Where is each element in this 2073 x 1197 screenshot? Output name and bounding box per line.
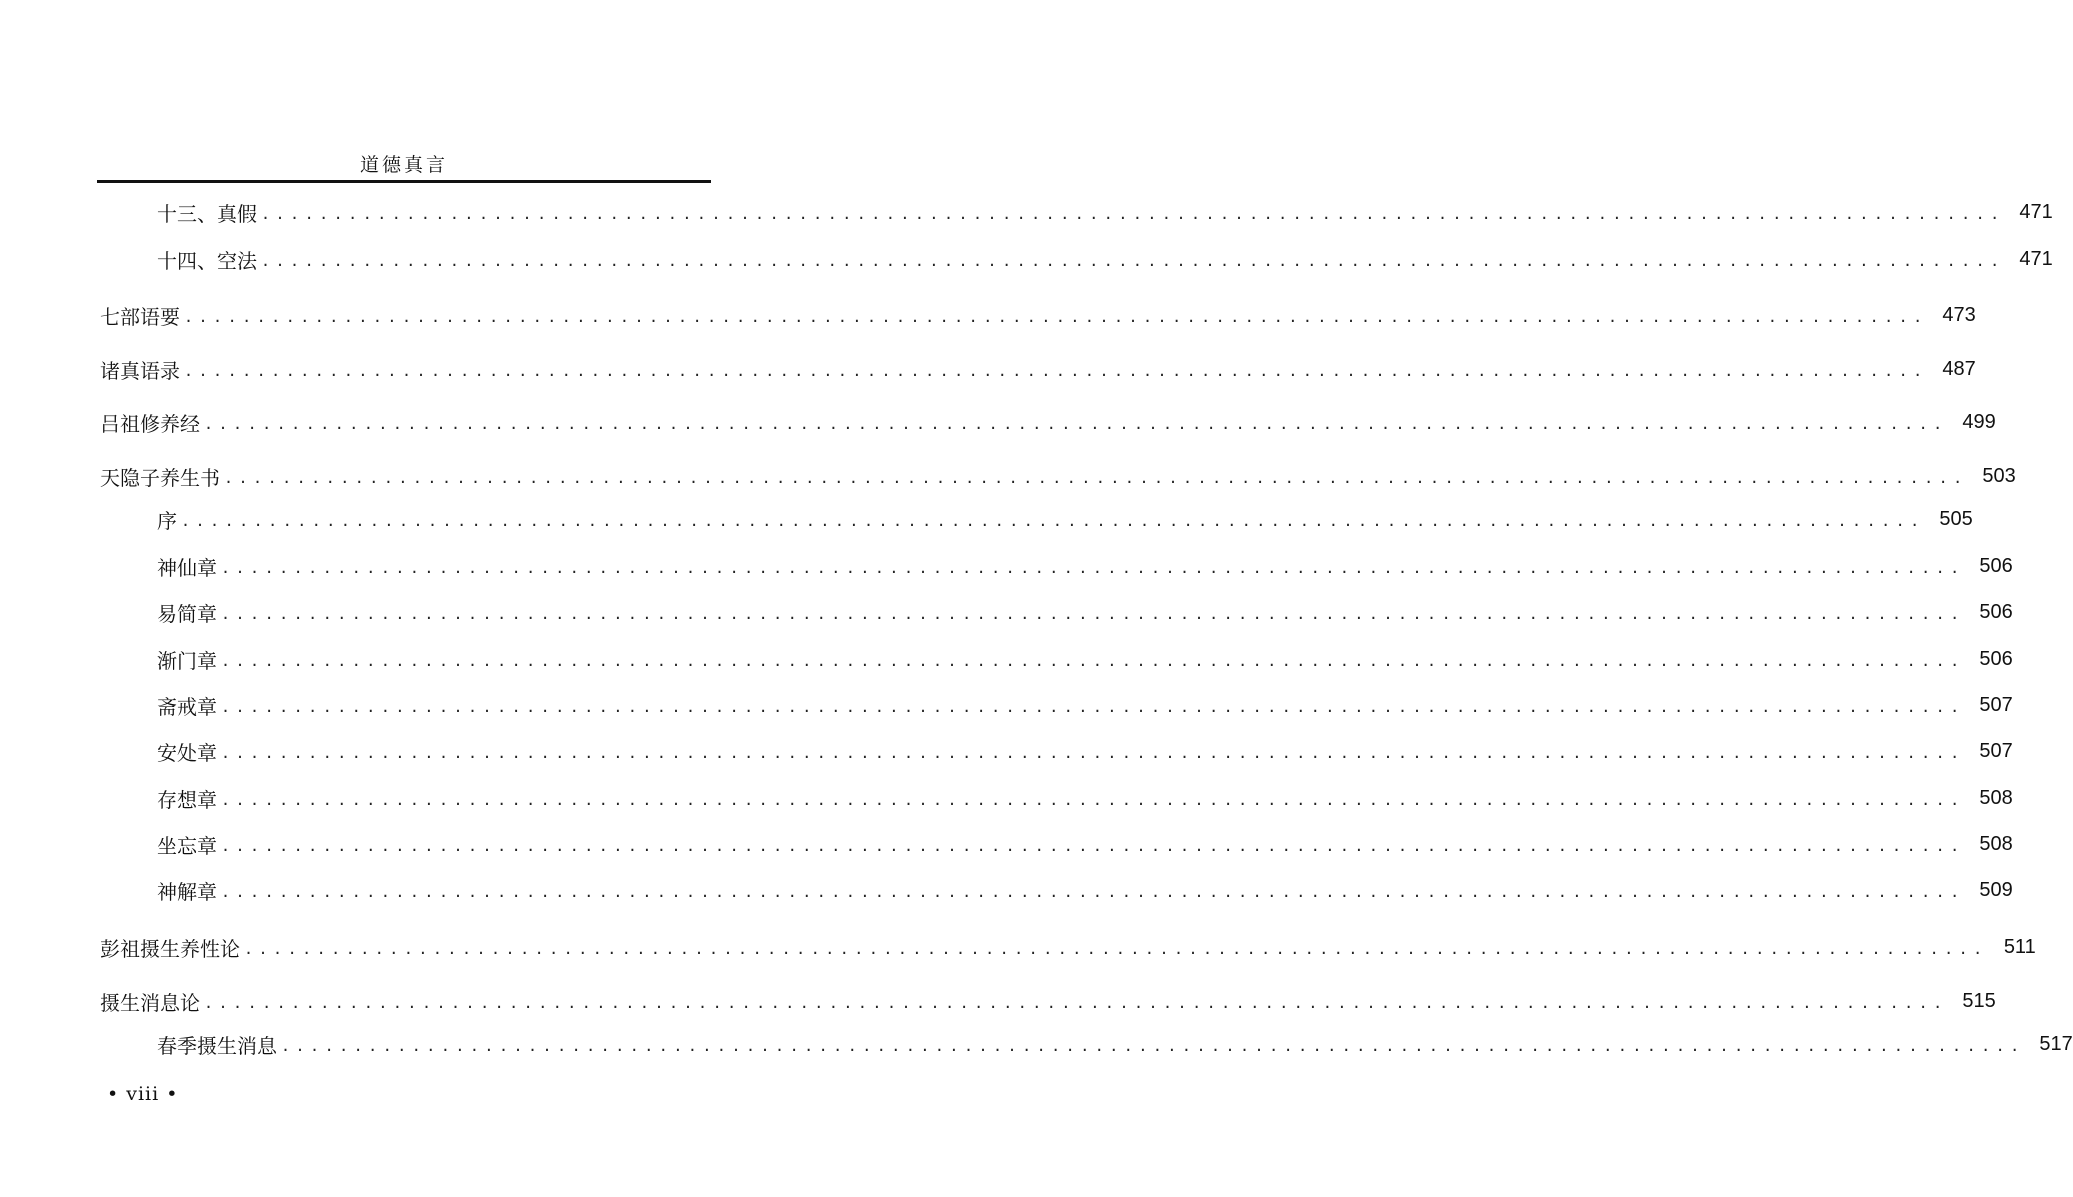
toc-entry-title: 渐门章	[157, 648, 217, 673]
toc-entry-page: 509	[1979, 878, 2013, 901]
toc-entry-title: 神解章	[157, 879, 217, 904]
toc-entry-title: 诸真语录	[100, 358, 180, 383]
toc-entry[interactable]	[100, 407, 1996, 437]
toc-entry-title: 存想章	[157, 787, 217, 812]
toc-dot-leader: ........................................................................................................................	[221, 652, 1965, 670]
toc-dot-leader: ........................................................................................................................	[221, 605, 1965, 623]
toc-dot-leader: ........................................................................................................................	[281, 1037, 2025, 1055]
toc-dot-leader: ........................................................................................................................	[261, 252, 2005, 270]
toc-entry-page: 507	[1979, 693, 2013, 716]
toc-entry[interactable]	[100, 932, 2036, 962]
toc-entry-page: 517	[2039, 1032, 2073, 1055]
toc-dot-leader: ........................................................................................................................	[221, 744, 1965, 762]
toc-entry-page: 473	[1942, 303, 1976, 326]
toc-dot-leader: ........................................................................................................................	[224, 469, 1968, 487]
toc-entry-page: 506	[1979, 600, 2013, 623]
toc-dot-leader: ........................................................................................................................	[221, 698, 1965, 716]
toc-dot-leader: ........................................................................................................................	[181, 512, 1925, 530]
running-head: 道德真言	[359, 154, 448, 176]
toc-entry[interactable]	[157, 829, 2013, 859]
toc-entry-title: 春季摄生消息	[157, 1033, 277, 1058]
toc-dot-leader: ........................................................................................................................	[221, 791, 1965, 809]
toc-dot-leader: ........................................................................................................................	[184, 362, 1928, 380]
toc-entry-title: 十四、空法	[157, 248, 257, 273]
toc-entry-title: 斋戒章	[157, 694, 217, 719]
toc-entry[interactable]	[157, 736, 2013, 766]
toc-dot-leader: ........................................................................................................................	[204, 994, 1948, 1012]
toc-entry-page: 511	[2003, 935, 2036, 958]
toc-dot-leader: ........................................................................................................................	[221, 883, 1965, 901]
toc-dot-leader: ........................................................................................................................	[221, 837, 1965, 855]
toc-entry-title: 吕祖修养经	[100, 411, 200, 436]
toc-entry-page: 505	[1939, 507, 1973, 530]
toc-entry-page: 506	[1979, 647, 2013, 670]
toc-dot-leader: ........................................................................................................................	[244, 940, 1988, 958]
toc-entry[interactable]	[100, 986, 1996, 1016]
toc-dot-leader: ........................................................................................................................	[184, 308, 1928, 326]
toc-entry-title: 神仙章	[157, 555, 217, 580]
toc-entry[interactable]	[157, 504, 1973, 534]
toc-entry-title: 彭祖摄生养性论	[100, 936, 240, 961]
toc-entry[interactable]	[157, 597, 2013, 627]
toc-entry-page: 471	[2019, 200, 2053, 223]
toc-entry-page: 508	[1979, 832, 2013, 855]
toc-entry-title: 摄生消息论	[100, 990, 200, 1015]
toc-entry[interactable]	[157, 875, 2013, 905]
toc-entry[interactable]	[157, 197, 2053, 227]
toc-entry-title: 七部语要	[100, 304, 180, 329]
toc-entry-title: 坐忘章	[157, 833, 217, 858]
toc-entry[interactable]	[157, 551, 2013, 581]
header-rule	[97, 180, 711, 183]
toc-entry-title: 十三、真假	[157, 201, 257, 226]
toc-entry-title: 序	[157, 508, 177, 533]
toc-entry[interactable]	[157, 690, 2013, 720]
toc-entry-page: 515	[1962, 989, 1996, 1012]
page-folio: • viii •	[107, 1083, 179, 1105]
toc-entry-title: 安处章	[157, 740, 217, 765]
toc-entry-title: 易简章	[157, 601, 217, 626]
toc-entry[interactable]	[100, 461, 2016, 491]
toc-entry[interactable]	[100, 300, 1976, 330]
toc-entry[interactable]	[157, 1029, 2073, 1059]
toc-dot-leader: ........................................................................................................................	[221, 559, 1965, 577]
toc-entry[interactable]	[157, 244, 2053, 274]
toc-entry-title: 天隐子养生书	[100, 465, 220, 490]
toc-entry-page: 499	[1962, 410, 1996, 433]
toc-entry-page: 506	[1979, 554, 2013, 577]
toc-dot-leader: ........................................................................................................................	[204, 415, 1948, 433]
toc-entry-page: 508	[1979, 786, 2013, 809]
toc-entry[interactable]	[157, 783, 2013, 813]
toc-entry-page: 503	[1982, 464, 2016, 487]
toc-entry[interactable]	[157, 644, 2013, 674]
toc-entry-page: 471	[2019, 247, 2053, 270]
toc-entry-page: 487	[1942, 357, 1976, 380]
toc-entry-page: 507	[1979, 739, 2013, 762]
toc-dot-leader: ........................................................................................................................	[261, 205, 2005, 223]
toc-entry[interactable]	[100, 354, 1976, 384]
